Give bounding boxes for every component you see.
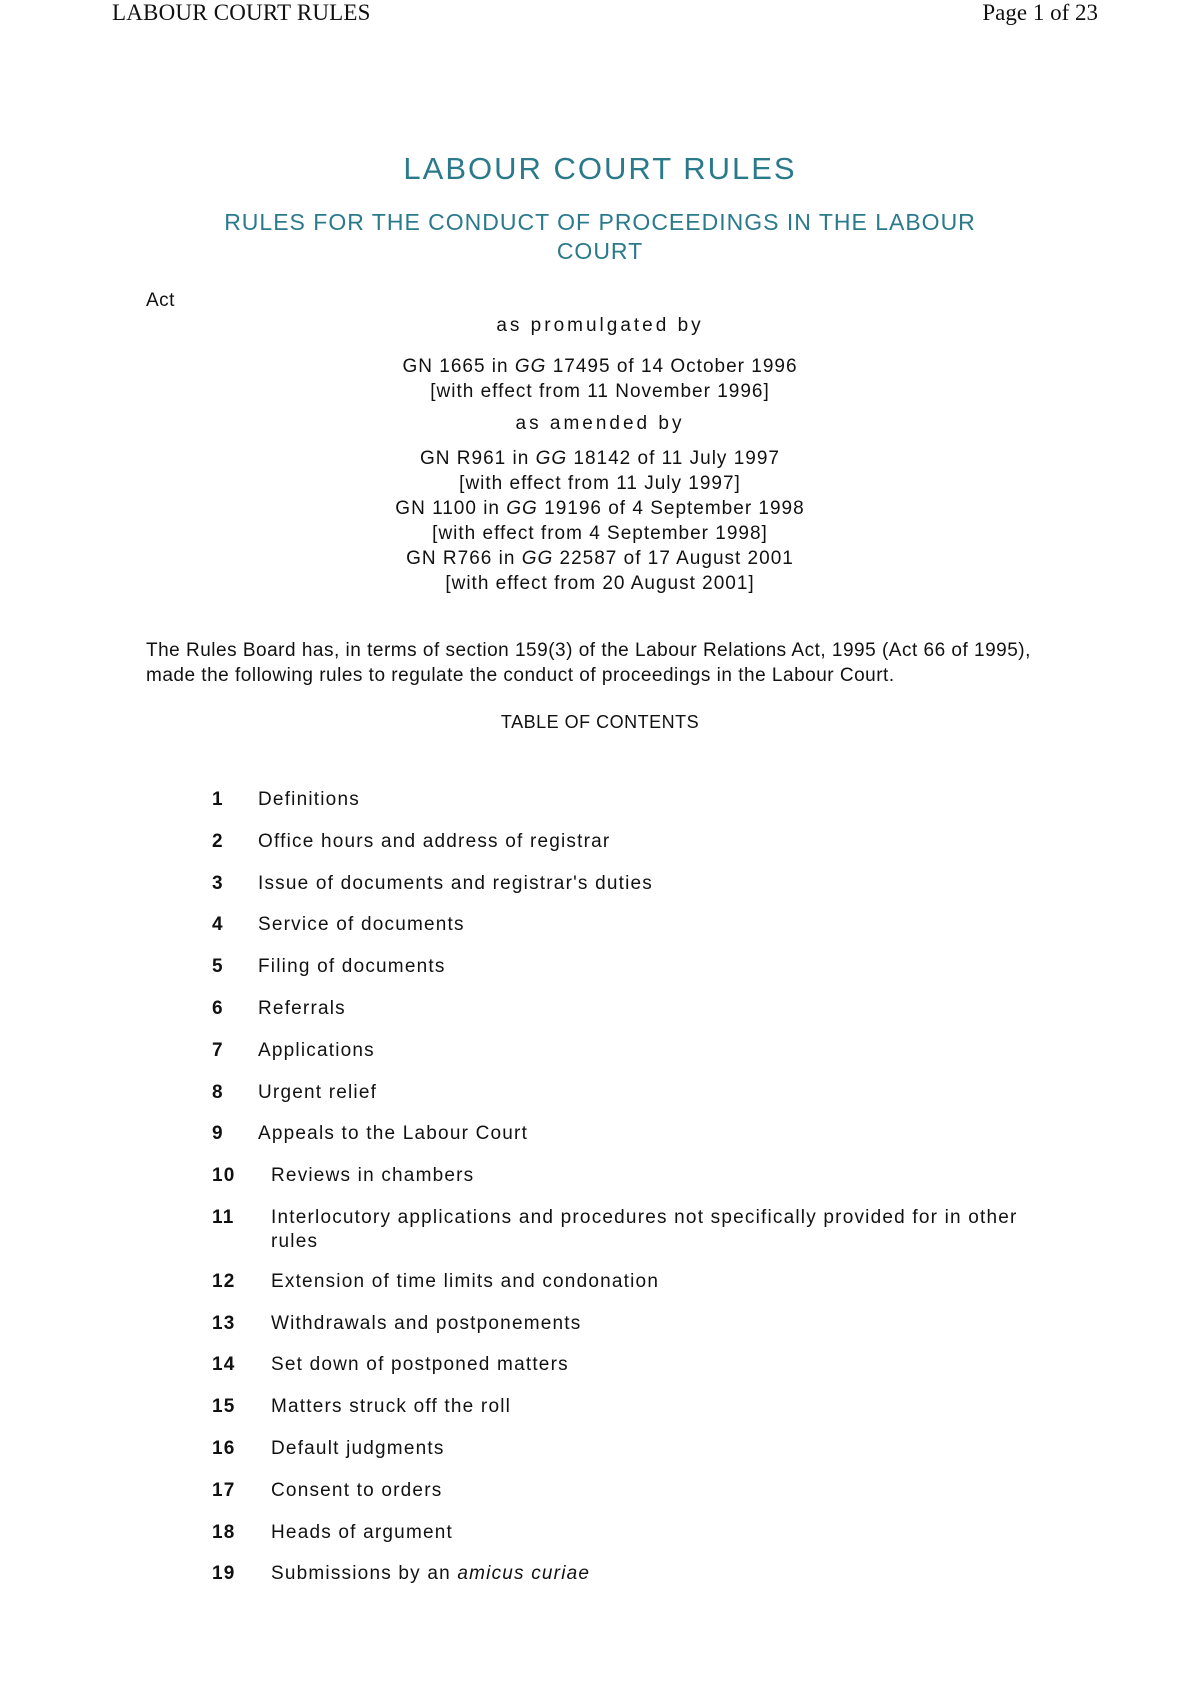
toc-entry-label: Filing of documents: [258, 956, 446, 978]
toc-entry: [212, 1395, 1042, 1419]
promulgation-notice: [0, 354, 1200, 404]
toc-entry-number: 15: [212, 1396, 236, 1418]
toc-entry-label: Service of documents: [258, 914, 465, 936]
toc-entry-number: 13: [212, 1312, 236, 1334]
toc-entry: [212, 1206, 1042, 1254]
toc-entry: [212, 1312, 1042, 1336]
amendment-effect: [with effect from 4 September 1998]: [432, 523, 768, 544]
running-header: [0, 0, 1200, 30]
as-promulgated-by-label: as promulgated by: [496, 315, 704, 336]
toc-entry-label: Set down of postponed matters: [271, 1354, 569, 1376]
toc-entry-number: 14: [212, 1354, 236, 1376]
gn-suffix: 17495 of 14 October 1996: [546, 356, 798, 377]
toc-entry-number: 6: [212, 998, 224, 1019]
toc-entry-label: Issue of documents and registrar's duties: [258, 872, 654, 894]
toc-entry: [212, 788, 1042, 812]
toc-entry: [212, 1353, 1042, 1377]
toc-entry: [212, 913, 1042, 937]
toc-entry-number: 2: [212, 830, 224, 852]
toc-entry: [212, 1122, 1042, 1146]
page-indicator: Page 1 of 23: [982, 0, 1098, 25]
toc-entry: [212, 830, 1042, 854]
toc-entry-number: 18: [212, 1521, 236, 1543]
toc-entry-number: 11: [212, 1207, 235, 1228]
amendment-gazette-line: [0, 496, 1200, 521]
toc-entry-label: Withdrawals and postponements: [271, 1312, 582, 1334]
toc-entry: [212, 872, 1042, 896]
act-label: Act: [146, 290, 175, 311]
gg-label: GG: [514, 356, 547, 377]
toc-entry-number: 10: [212, 1165, 236, 1187]
amendment-effect: [with effect from 20 August 2001]: [445, 573, 755, 594]
document-title: LABOUR COURT RULES: [403, 151, 797, 186]
toc-entry-label: Referrals: [258, 998, 346, 1019]
toc-entry: [212, 1437, 1042, 1461]
as-amended-by-label: as amended by: [515, 413, 685, 434]
toc-entry-label: Applications: [258, 1039, 375, 1061]
toc-entry-label: Consent to orders: [271, 1479, 443, 1501]
toc-entry-label: Extension of time limits and condonation: [271, 1270, 660, 1292]
amendment-suffix: 19196 of 4 September 1998: [537, 498, 805, 519]
amendment-prefix: GN 1100 in: [395, 498, 507, 519]
toc-heading: TABLE OF CONTENTS: [500, 712, 700, 732]
gn-prefix: GN 1665 in: [402, 356, 515, 377]
toc-entry-number: 19: [212, 1563, 236, 1585]
amendment-prefix: GN R961 in: [420, 448, 536, 469]
toc-entry: [212, 1479, 1042, 1503]
toc-entry-number: 4: [212, 914, 224, 936]
document-subtitle: RULES FOR THE CONDUCT OF PROCEEDINGS IN THE LABOUR COURT: [224, 209, 976, 264]
gg-label: GG: [535, 448, 568, 469]
toc-entry-label: Interlocutory applications and procedures not specifically provided for in other rules: [271, 1207, 1018, 1252]
promulgation-block: [0, 313, 1200, 338]
promulgation-gazette-line: [0, 354, 1200, 379]
toc-entry-label: Heads of argument: [271, 1521, 453, 1543]
toc-entry-label: Reviews in chambers: [271, 1165, 475, 1187]
toc-entry-number: 1: [212, 789, 224, 810]
amendment-suffix: 22587 of 17 August 2001: [553, 548, 794, 569]
toc-entry: [212, 1562, 1042, 1586]
toc-entry-label: Default judgments: [271, 1438, 445, 1459]
toc-entry: [212, 1039, 1042, 1063]
toc-entry-label: Appeals to the Labour Court: [258, 1123, 529, 1145]
toc-entry: [212, 955, 1042, 979]
intro-paragraph: The Rules Board has, in terms of section 159(3) of the Labour Relations Act, 1995 (Act 66 of 1995), made the following rules to regulate the conduct of proceedings in the Labour Court.: [146, 640, 1031, 686]
toc-entry-label: Urgent relief: [258, 1081, 378, 1103]
toc-entry-number: 12: [212, 1270, 236, 1292]
toc-entry-number: 7: [212, 1039, 224, 1061]
amended-label-block: [0, 411, 1200, 436]
amendment-gazette-line: [0, 546, 1200, 571]
amendment-suffix: 18142 of 11 July 1997: [567, 448, 780, 469]
gg-label: GG: [506, 498, 538, 519]
amendment-gazette-line: [0, 446, 1200, 471]
toc-entry-number: 5: [212, 956, 224, 978]
toc-entry-number: 16: [212, 1438, 236, 1459]
toc-entry-label: Office hours and address of registrar: [258, 830, 611, 852]
toc-entry-number: 9: [212, 1123, 224, 1145]
amendments-list: [0, 446, 1200, 596]
amendment-effect: [with effect from 11 July 1997]: [459, 473, 741, 494]
toc-entry-number: 17: [212, 1479, 236, 1501]
toc-entry-label: Definitions: [258, 789, 360, 810]
toc-entry-italic: amicus curiae: [457, 1563, 591, 1585]
promulgation-effect: [with effect from 11 November 1996]: [430, 381, 770, 402]
toc-entry: [212, 997, 1042, 1021]
toc-entry: [212, 1164, 1042, 1188]
toc-entry-number: 3: [212, 872, 224, 894]
running-header-title: LABOUR COURT RULES: [112, 0, 371, 25]
toc-entry: [212, 1081, 1042, 1105]
amendment-prefix: GN R766 in: [406, 548, 522, 569]
toc-entry-label: Matters struck off the roll: [271, 1396, 512, 1418]
toc-entry-label: Submissions by an amicus curiae: [271, 1563, 591, 1585]
toc-entry: [212, 1270, 1042, 1294]
toc-entry: [212, 1521, 1042, 1545]
toc-entry-number: 8: [212, 1081, 224, 1103]
gg-label: GG: [521, 548, 554, 569]
